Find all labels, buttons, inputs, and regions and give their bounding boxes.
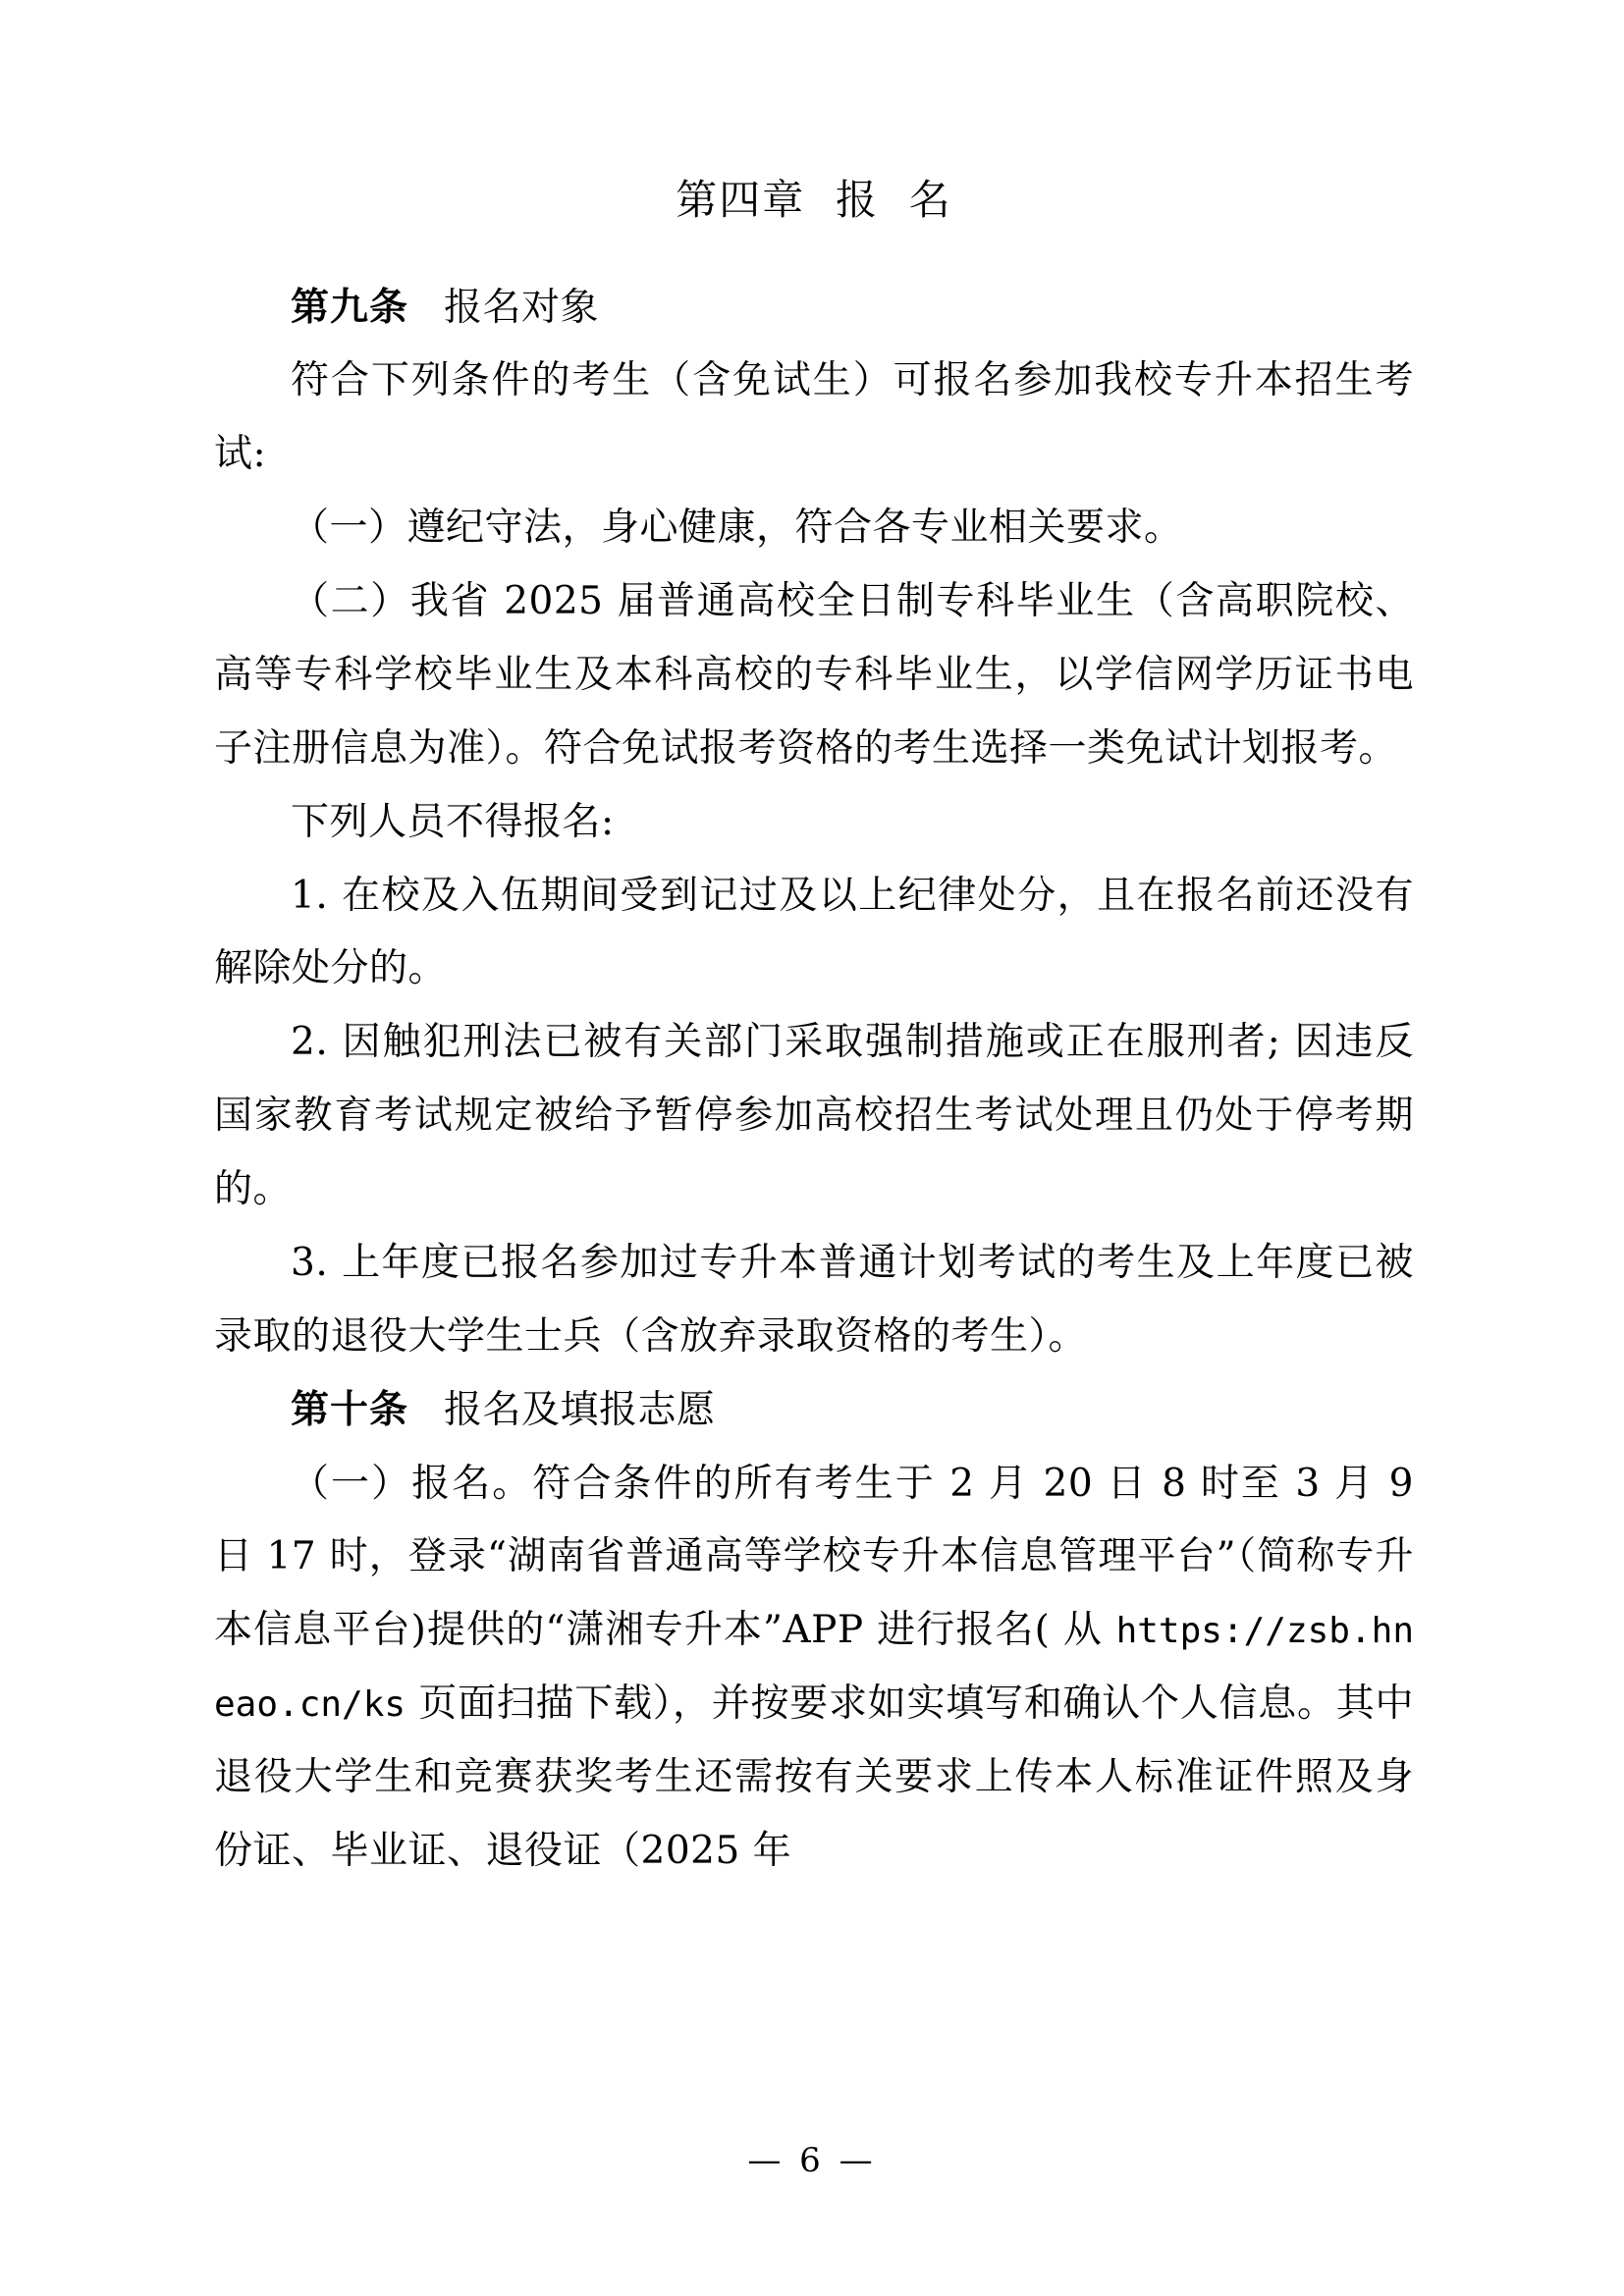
article-label-9: 第九条 bbox=[291, 285, 409, 330]
article-title-9: 报名对象 bbox=[444, 285, 600, 330]
page-content bbox=[214, 175, 1414, 1889]
article-label-10: 第十条 bbox=[291, 1387, 409, 1432]
page-number: — 6 — bbox=[747, 2141, 877, 2180]
paragraph-condition-2: （二）我省 2025 届普通高校全日制专科毕业生（含高职院校、高等专科学校毕业生及本科高校的专科毕业生，以学信网学历证书电子注册信息为准）。符合免试报考资格的考生选择一类免试计划报考。 bbox=[214, 579, 1414, 771]
registration-text-part1: （一）报名。符合条件的所有考生于 2 月 20 日 8 时至 3 月 9 日 17 时，登录“湖南省普通高等学校专升本信息管理平台”（简称专升本信息平台)提供的“潇湘专升本”APP 进行报名( 从 bbox=[214, 1461, 1414, 1653]
registration-url: https://zsb.hneao.cn/ks bbox=[214, 1611, 1414, 1726]
chapter-title: 第四章 报 名 bbox=[676, 176, 952, 224]
paragraph-registration bbox=[214, 1448, 1414, 1889]
article-heading-9 bbox=[214, 272, 1414, 346]
paragraph-exclusion-intro: 下列人员不得报名: bbox=[291, 799, 615, 844]
paragraph-eligibility-intro: 符合下列条件的考生（含免试生）可报名参加我校专升本招生考试: bbox=[214, 358, 1414, 477]
paragraph-exclusion-item-2: 2. 因触犯刑法已被有关部门采取强制措施或正在服刑者; 因违反国家教育考试规定被给予暂停参加高校招生考试处理且仍处于停考期的。 bbox=[214, 1020, 1414, 1211]
paragraph-exclusion-item-1: 1. 在校及入伍期间受到记过及以上纪律处分，且在报名前还没有解除处分的。 bbox=[214, 873, 1414, 991]
paragraph-exclusion-item-3: 3. 上年度已报名参加过专升本普通计划考试的考生及上年度已被录取的退役大学生士兵（含放弃录取资格的考生）。 bbox=[214, 1240, 1414, 1359]
article-title-10: 报名及填报志愿 bbox=[444, 1387, 716, 1432]
paragraph-condition-1: （一）遵纪守法，身心健康，符合各专业相关要求。 bbox=[291, 506, 1183, 551]
article-heading-10 bbox=[214, 1374, 1414, 1448]
registration-text-part2: 页面扫描下载），并按要求如实填写和确认个人信息。其中退役大学生和竞赛获奖考生还需按有关要求上传本人标准证件照及身份证、毕业证、退役证（2025 年 bbox=[214, 1682, 1414, 1873]
